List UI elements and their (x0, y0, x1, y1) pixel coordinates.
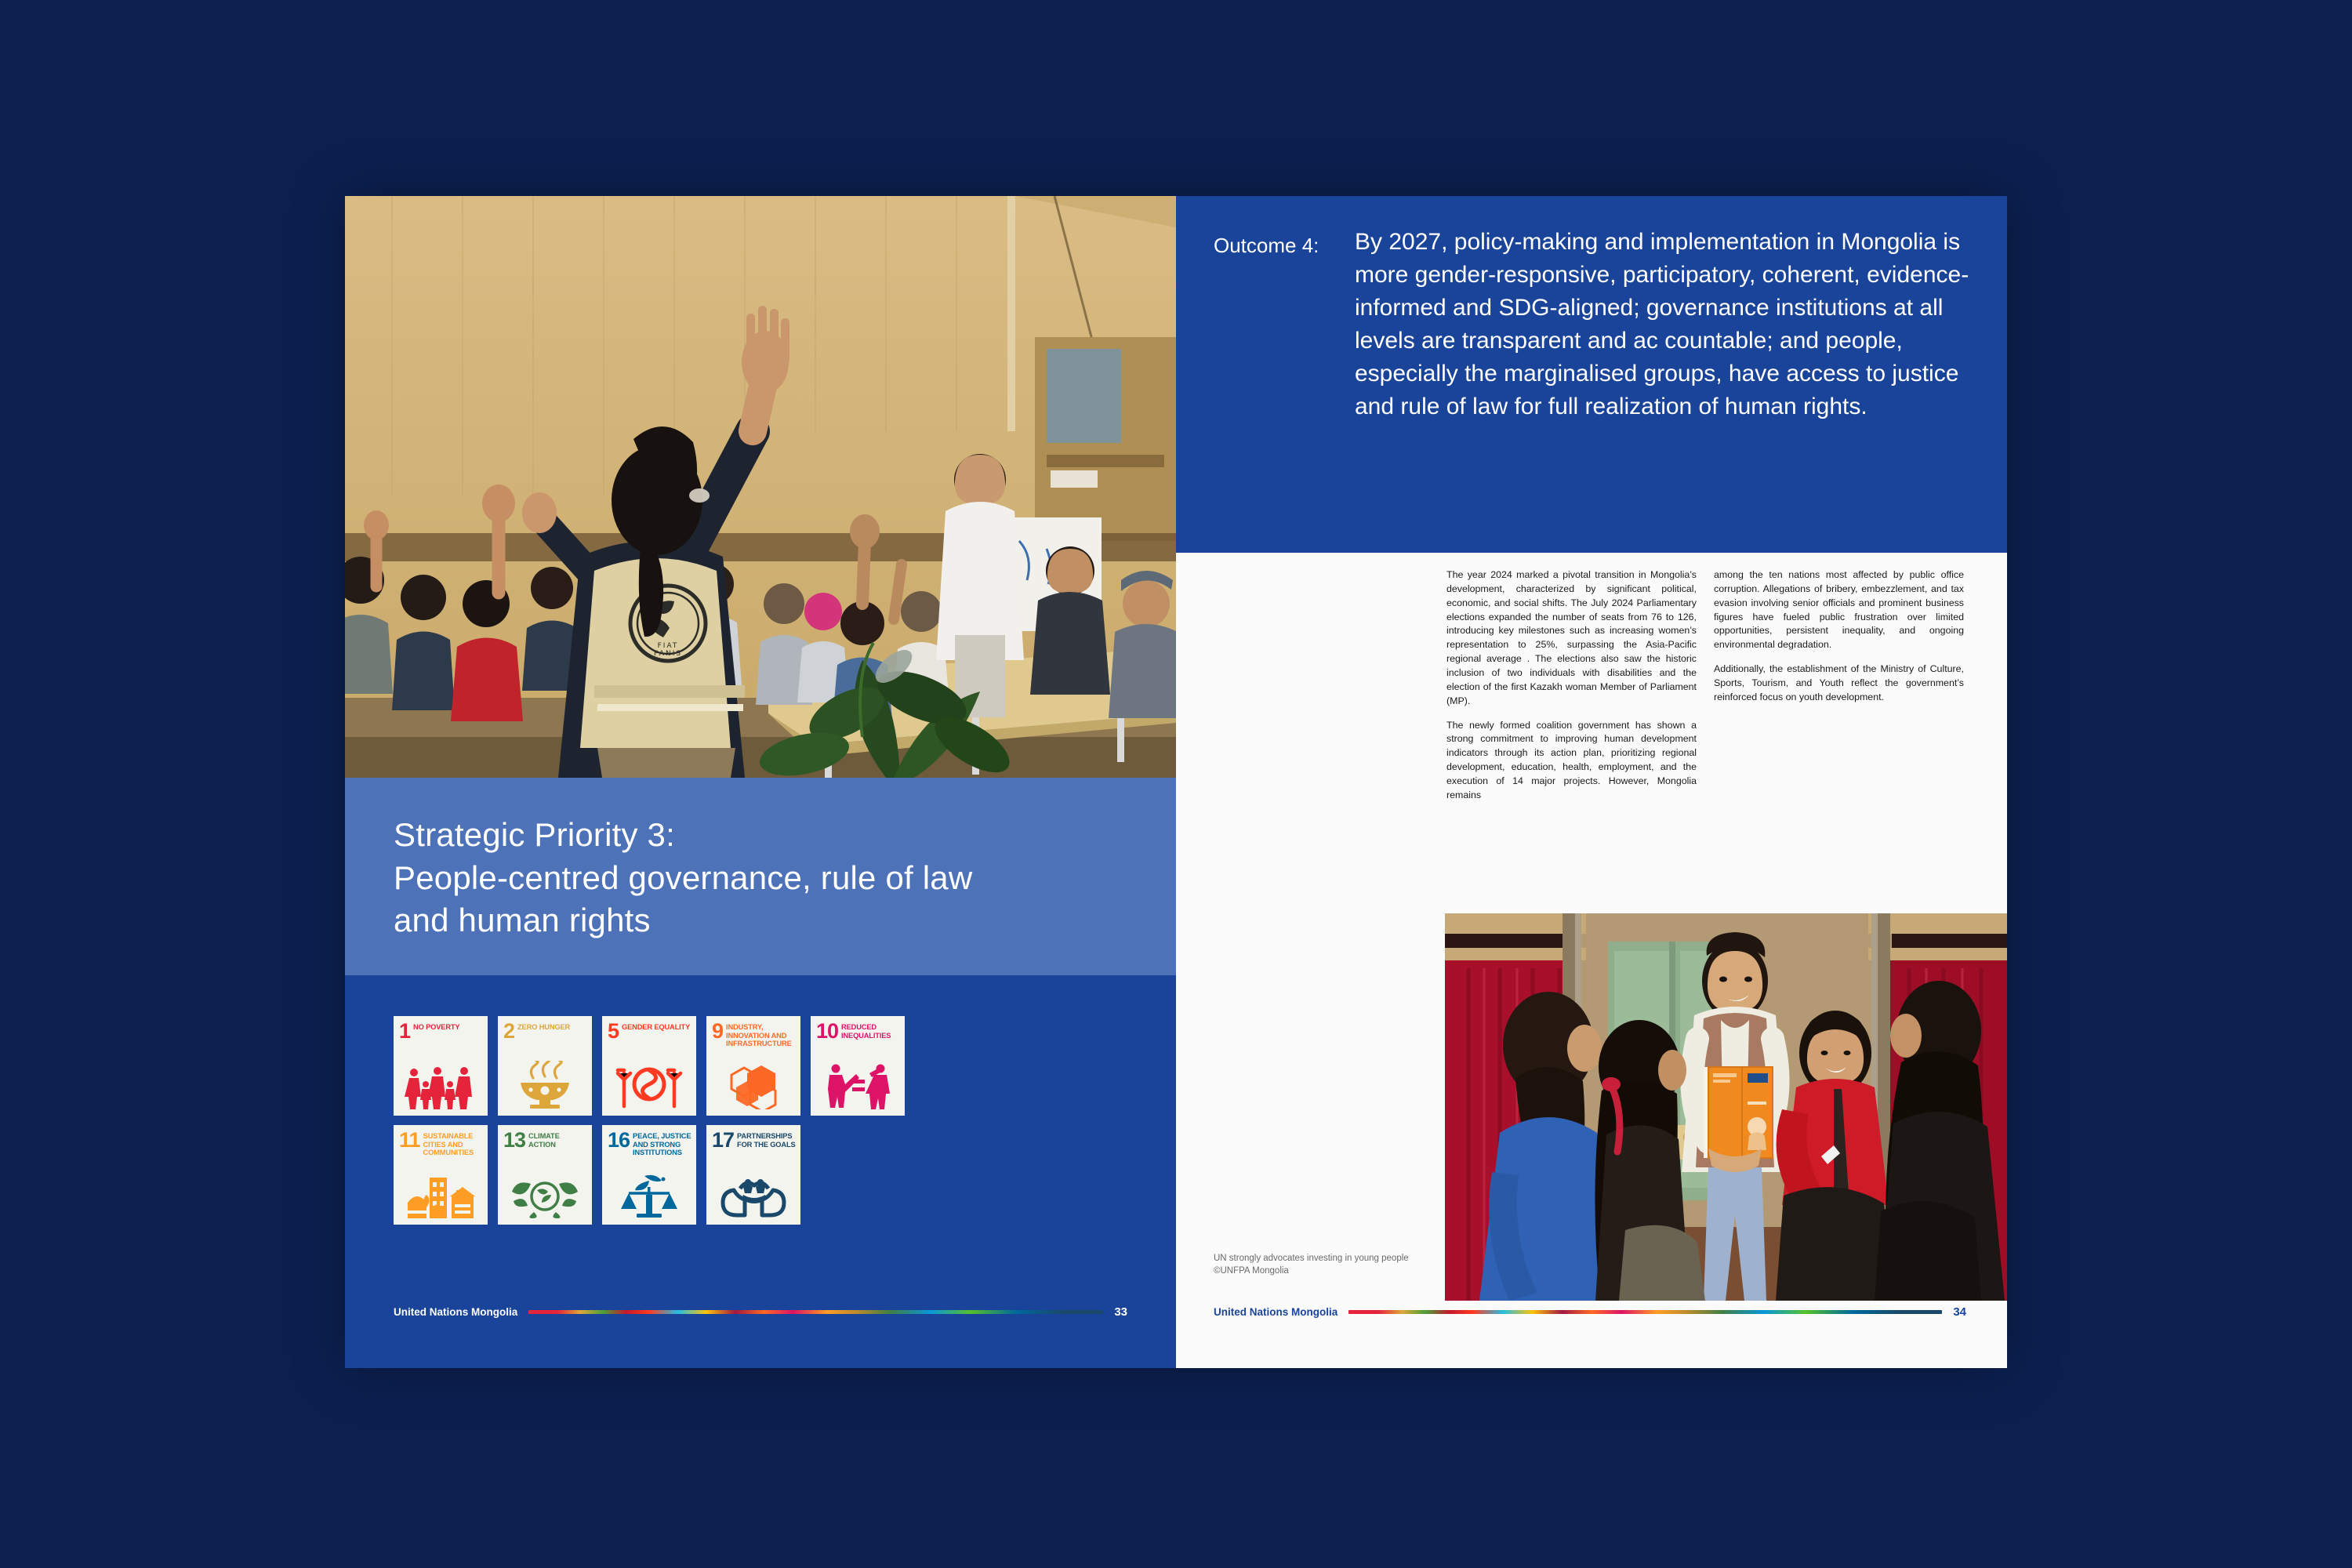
outcome-header-block (1176, 196, 2007, 553)
sdg-tile-17[interactable] (706, 1125, 800, 1225)
sdg-number: 10 (816, 1019, 839, 1043)
no-poverty-icon (394, 1059, 488, 1109)
climate-action-icon (498, 1168, 592, 1218)
sdg-head (712, 1019, 797, 1048)
sdg-title: REDUCED INEQUALITIES (841, 1023, 891, 1040)
sdg-tile-1[interactable] (394, 1016, 488, 1116)
sdg-head (816, 1019, 901, 1043)
sdg-number: 1 (399, 1019, 411, 1043)
sdg-tile-11[interactable] (394, 1125, 488, 1225)
sdg-number: 17 (712, 1128, 735, 1152)
sdg-number: 13 (503, 1128, 526, 1152)
peace-justice-icon (602, 1168, 696, 1218)
paragraph: The year 2024 marked a pivotal transition in Mongolia’s development, characterized by significant political, economic, and social shifts. The July 2024 Parliamentary elections expanded the number of seats from 76 to 126, introducing key milestones such as increasing women’s representation to 25%, surpassing the Asia-Pacific regional average . The elections also saw the historic inclusion of two individuals with disabilities and the election of the first Kazakh woman Member of Parliament (MP). (1446, 569, 1697, 706)
paragraph: among the ten nations most affected by public office corruption. Allegations of bribery, embezzlement, and tax evasion involving senior officials and prominent business figures have fueled public frustration over limited opportunities, persistent inequality, and ongoing environmental degradation. (1714, 569, 1964, 651)
reduced-inequalities-icon (811, 1059, 905, 1109)
sdg-head (608, 1019, 692, 1043)
partnerships-icon (706, 1168, 800, 1218)
page-number: 33 (1114, 1305, 1127, 1319)
sdg-row-second (394, 1125, 800, 1225)
outcome-label: Outcome 4: (1214, 234, 1319, 257)
sdg-head (608, 1128, 692, 1157)
outcome-statement: By 2027, policy-making and implementation in Mongolia is more gender-responsive, participatory, coherent, evidence-informed and SDG-aligned; governance institutions at all levels are transparent and ac countable; and people, especially the marginalised groups, have access to justice and rule of law for full realization of human rights. (1355, 229, 1969, 419)
sdg-tile-9[interactable] (706, 1016, 800, 1116)
priority-line-3: and human rights (394, 902, 651, 939)
sdg-head (503, 1019, 588, 1043)
right-page (1176, 196, 2007, 1368)
sdg-number: 5 (608, 1019, 619, 1043)
gender-equality-icon (602, 1059, 696, 1109)
sdg-title: PARTNERSHIPS FOR THE GOALS (737, 1132, 796, 1149)
sdg-title: CLIMATE ACTION (528, 1132, 560, 1149)
sdg-title: ZERO HUNGER (517, 1023, 571, 1031)
sdg-head (503, 1128, 588, 1152)
sdg-title: PEACE, JUSTICE AND STRONG INSTITUTIONS (633, 1132, 691, 1156)
sdg-title: SUSTAINABLE CITIES AND COMMUNITIES (423, 1132, 474, 1156)
priority-line-2: People-centred governance, rule of law (394, 858, 973, 896)
sdg-number: 2 (503, 1019, 515, 1043)
sdg-rainbow-bar (528, 1310, 1103, 1314)
sdg-number: 9 (712, 1019, 724, 1043)
photo-caption: UN strongly advocates investing in young people ©UNFPA Mongolia (1214, 1254, 1409, 1276)
svg-text:FIAT: FIAT (657, 642, 679, 650)
body-column-left (1446, 568, 1697, 803)
sdg-head (399, 1128, 484, 1157)
strategic-priority-heading (394, 814, 1131, 942)
sdg-tile-10[interactable] (811, 1016, 905, 1116)
footer-label: United Nations Mongolia (394, 1305, 518, 1318)
zero-hunger-icon (498, 1059, 592, 1109)
sdg-number: 11 (399, 1128, 420, 1152)
sdg-row-first (394, 1016, 905, 1116)
sdg-tile-13[interactable] (498, 1125, 592, 1225)
young-people-photo (1445, 913, 2007, 1301)
sustainable-cities-icon (394, 1168, 488, 1218)
priority-line-1: Strategic Priority 3: (394, 816, 675, 853)
sdg-tile-2[interactable] (498, 1016, 592, 1116)
sdg-title: NO POVERTY (413, 1023, 460, 1031)
sdg-tile-5[interactable] (602, 1016, 696, 1116)
body-column-right (1714, 568, 1964, 803)
sdg-tile-16[interactable] (602, 1125, 696, 1225)
sdg-head (712, 1128, 797, 1152)
sdg-head (399, 1019, 484, 1043)
industry-innovation-icon (706, 1059, 800, 1109)
footer-label: United Nations Mongolia (1214, 1305, 1338, 1318)
body-columns (1446, 568, 1964, 803)
sdg-title: GENDER EQUALITY (622, 1023, 691, 1031)
footer-right (1214, 1301, 1966, 1322)
sdg-number: 16 (608, 1128, 630, 1152)
svg-text:PANIS: PANIS (653, 650, 683, 658)
left-page (345, 196, 1176, 1368)
footer-left (394, 1301, 1127, 1322)
community-meeting-photo (345, 196, 1176, 778)
page-number: 34 (1953, 1305, 1966, 1319)
document-spread (345, 196, 2007, 1368)
strategic-priority-band (345, 778, 1176, 975)
sdg-title: INDUSTRY, INNOVATION AND INFRASTRUCTURE (726, 1023, 792, 1047)
paragraph: Additionally, the establishment of the Ministry of Culture, Sports, Tourism, and Youth reflect the government’s reinforced focus on youth development. (1714, 663, 1964, 702)
paragraph: The newly formed coalition government has shown a strong commitment to improving human development indicators through its action plan, prioritizing regional development, education, health, employment, and the execution of 14 major projects. However, Mongolia remains (1446, 719, 1697, 800)
sdg-rainbow-bar (1348, 1310, 1942, 1314)
